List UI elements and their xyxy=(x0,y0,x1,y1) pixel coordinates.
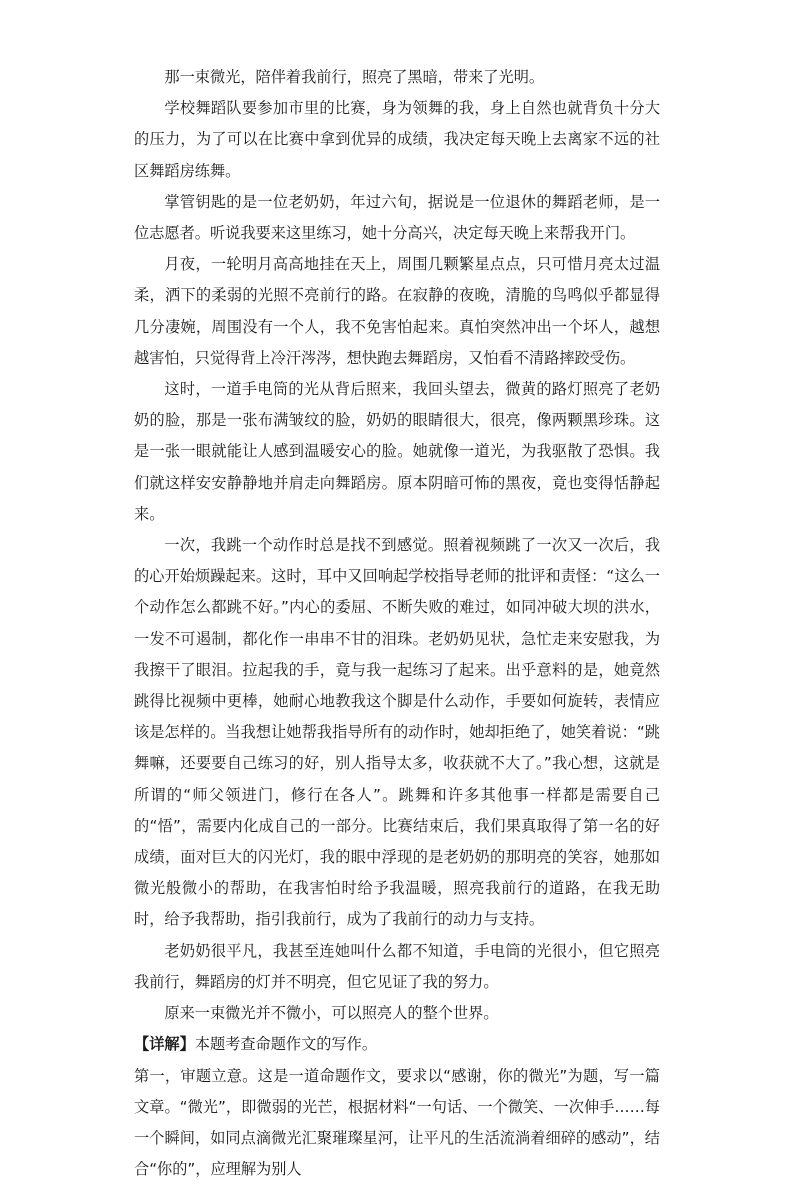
essay-paragraph-4: 月夜，一轮明月高高地挂在天上，周围几颗繁星点点，只可惜月亮太过温柔，洒下的柔弱的光照不亮前行的路。在寂静的夜晚，清脆的鸟鸣似乎都显得几分凄婉，周围没有一个人，我不免害怕起来。真怕突然冲出一个坏人，越想越害怕，只觉得背上冷汗涔涔，想快跑去舞蹈房，又怕看不清路摔跤受伤。 xyxy=(134,249,660,374)
analysis-heading-text: 本题考查命题作文的写作。 xyxy=(195,1035,377,1053)
essay-paragraph-2: 学校舞蹈队要参加市里的比赛，身为领舞的我，身上自然也就背负十分大的压力，为了可以在比赛中拿到优异的成绩，我决定每天晚上去离家不远的社区舞蹈房练舞。 xyxy=(134,93,660,187)
essay-paragraph-7: 老奶奶很平凡，我甚至连她叫什么都不知道，手电筒的光很小，但它照亮我前行，舞蹈房的灯并不明亮，但它见证了我的努力。 xyxy=(134,936,660,998)
essay-paragraph-1: 那一束微光，陪伴着我前行，照亮了黑暗，带来了光明。 xyxy=(134,62,660,93)
essay-paragraph-6: 一次，我跳一个动作时总是找不到感觉。照着视频跳了一次又一次后，我的心开始烦躁起来。这时，耳中又回响起学校指导老师的批评和责怪：“这么一个动作怎么都跳不好。”内心的委屈、不断失败的难过，如同冲破大坝的洪水，一发不可遏制，都化作一串串不甘的泪珠。老奶奶见状，急忙走来安慰我，为我擦干了眼泪。拉起我的手，竟与我一起练习了起来。出乎意料的是，她竟然跳得比视频中更棒，她耐心地教我这个脚是什么动作，手要如何旋转，表情应该是怎样的。当我想让她帮我指导所有的动作时，她却拒绝了，她笑着说：“跳舞嘛，还要要自己练习的好，别人指导太多，收获就不大了。”我心想，这就是所谓的“师父领进门，修行在各人”。跳舞和许多其他事一样都是需要自己的“悟”，需要内化成自己的一部分。比赛结束后，我们果真取得了第一名的好成绩，面对巨大的闪光灯，我的眼中浮现的是老奶奶的那明亮的笑容，她那如微光般微小的帮助，在我害怕时给予我温暖，照亮我前行的道路，在我无助时，给予我帮助，指引我前行，成为了我前行的动力与支持。 xyxy=(134,530,660,936)
analysis-paragraph: 第一，审题立意。这是一道命题作文，要求以“感谢，你的微光”为题，写一篇文章。“微光”，即微弱的光芒，根据材料“一句话、一个微笑、一次伸手……每一个瞬间，如同点滴微光汇聚璀璨星河，让平凡的生活流淌着细碎的感动”，结合“你的”，应理解为别人 xyxy=(134,1061,660,1185)
essay-paragraph-3: 掌管钥匙的是一位老奶奶，年过六旬，据说是一位退休的舞蹈老师，是一位志愿者。听说我要来这里练习，她十分高兴，决定每天晚上来帮我开门。 xyxy=(134,187,660,249)
essay-paragraph-8: 原来一束微光并不微小，可以照亮人的整个世界。 xyxy=(134,998,660,1029)
analysis-label: 【详解】 xyxy=(134,1035,195,1053)
analysis-heading xyxy=(134,1029,660,1060)
essay-paragraph-5: 这时，一道手电筒的光从背后照来，我回头望去，微黄的路灯照亮了老奶奶的脸，那是一张布满皱纹的脸，奶奶的眼睛很大，很亮，像两颗黑珍珠。这是一张一眼就能让人感到温暖安心的脸。她就像一道光，为我驱散了恐惧。我们就这样安安静静地并肩走向舞蹈房。原本阴暗可怖的黑夜，竟也变得恬静起来。 xyxy=(134,374,660,530)
